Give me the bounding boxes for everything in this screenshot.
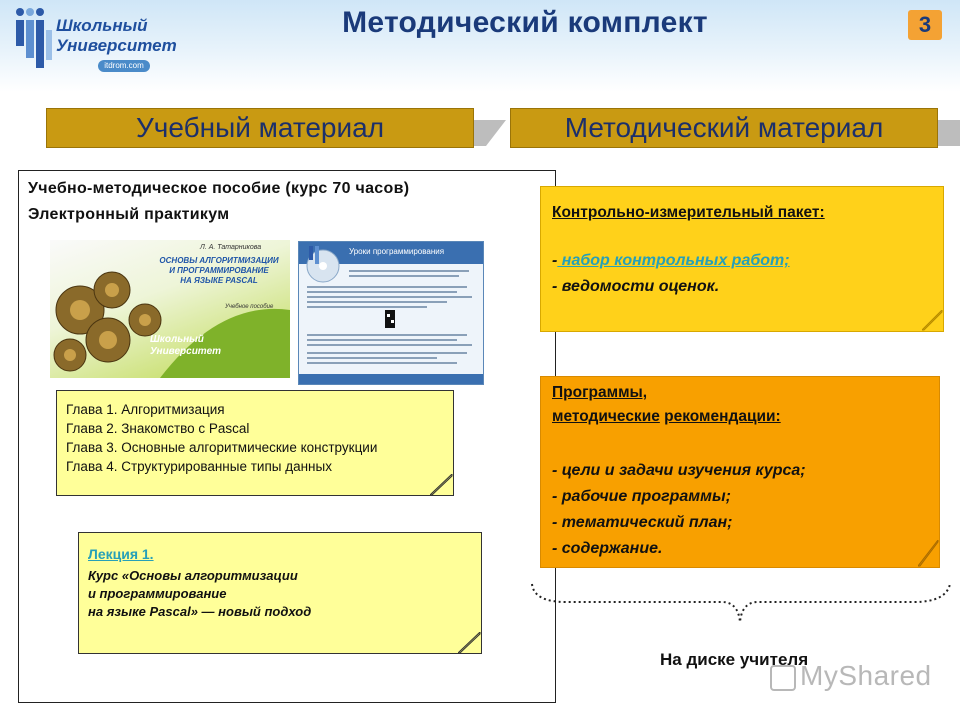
book-cover-image xyxy=(50,240,290,378)
control-package-fold xyxy=(922,310,944,332)
screenshot-title: Уроки программирования xyxy=(349,247,445,256)
curly-brace xyxy=(526,578,956,628)
programs-item-4: - содержание. xyxy=(552,540,663,557)
book-title-3: НА ЯЗЫКЕ PASCAL xyxy=(180,276,258,285)
programs-title-methodical: методические xyxy=(552,408,660,425)
programs-item-3: - тематический план; xyxy=(552,514,733,531)
lecture-line-2: и программирование xyxy=(88,586,227,601)
logo-text-line2: Университет xyxy=(56,36,177,55)
chapter-4: Глава 4. Структурированные типы данных xyxy=(66,459,332,474)
lecture-note-fold xyxy=(458,632,482,654)
book-title-1: ОСНОВЫ АЛГОРИТМИЗАЦИИ xyxy=(159,256,279,265)
manual-title: Учебно-методическое пособие (курс 70 часов) xyxy=(28,180,410,197)
slide-number-badge: 3 xyxy=(908,10,942,40)
practicum-title: Электронный практикум xyxy=(28,206,230,223)
control-works-link[interactable]: набор контрольных работ; xyxy=(557,252,790,269)
right-section-header: Методический материал xyxy=(510,108,938,148)
lecture-line-3: на языке Pascal» — новый подход xyxy=(88,604,312,619)
logo-text-line1: Школьный xyxy=(56,16,148,35)
programs-item-1: - цели и задачи изучения курса; xyxy=(552,462,806,479)
chapter-2: Глава 2. Знакомство с Pascal xyxy=(66,421,250,436)
book-author: Л. А. Татарникова xyxy=(200,244,262,251)
programs-item-2: - рабочие программы; xyxy=(552,488,731,505)
book-logo-1: Школьный xyxy=(150,334,204,345)
page-title: Методический комплект xyxy=(342,6,708,39)
watermark-text: MyShared xyxy=(800,660,932,691)
watermark xyxy=(770,660,932,692)
watermark-logo-icon xyxy=(770,665,796,691)
grade-sheets-item: - ведомости оценок. xyxy=(552,278,720,295)
book-title-2: И ПРОГРАММИРОВАНИЕ xyxy=(169,266,269,275)
book-subtitle: Учебное пособие xyxy=(225,304,274,310)
left-section-header: Учебный материал xyxy=(46,108,474,148)
chapter-3: Глава 3. Основные алгоритмические конструкции xyxy=(66,440,378,455)
screenshot-content-lines xyxy=(299,242,483,384)
programs-title-1: Программы, xyxy=(552,384,648,401)
programs-title-recommendations: рекомендации: xyxy=(664,408,781,425)
lecture-link[interactable]: Лекция 1. xyxy=(88,546,154,562)
control-package-title: Контрольно-измерительный пакет: xyxy=(552,204,825,221)
book-logo-2: Университет xyxy=(150,346,222,357)
chapters-note-fold xyxy=(430,474,454,496)
lecture-line-1: Курс «Основы алгоритмизации xyxy=(88,568,298,583)
teacher-disk-label: На диске учителя xyxy=(660,650,809,669)
practicum-screenshot xyxy=(298,241,484,385)
package-item-1-dash: - xyxy=(552,252,558,269)
programs-note-fold xyxy=(918,540,940,568)
chapter-1: Глава 1. Алгоритмизация xyxy=(66,402,225,417)
logo-url: itdrom.com xyxy=(98,60,150,72)
